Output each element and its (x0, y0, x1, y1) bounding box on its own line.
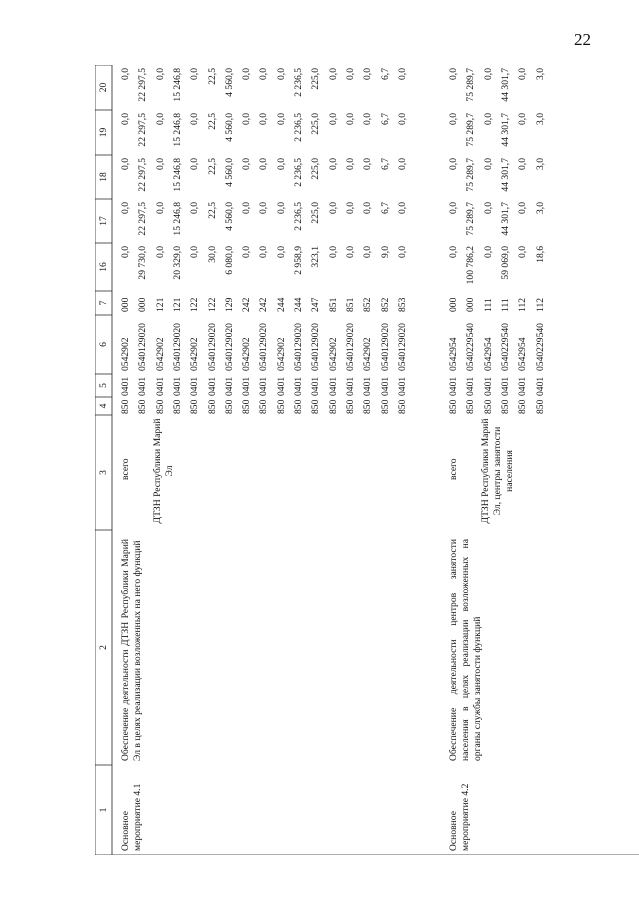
table-cell: 850 (517, 399, 529, 414)
table-cell-value: 15 246,8 (171, 113, 183, 147)
measure-name: Основное мероприятие 4.1 (120, 783, 143, 851)
table-cell: 0401 (310, 376, 322, 396)
table-cell: 121 (154, 297, 166, 312)
table-cell-value: 0,0 (344, 246, 356, 258)
column-header: 4 (98, 403, 109, 409)
table-cell: 000 (120, 297, 131, 312)
column-header: 5 (98, 383, 109, 388)
table-cell: 0540129020 (310, 323, 322, 371)
table-cell: 000 (137, 297, 149, 312)
table-cell: 850 (396, 399, 408, 414)
table-cell-value: 0,0 (189, 68, 201, 80)
table-cell-value: 0,0 (327, 68, 339, 80)
table-cell: 0401 (379, 376, 391, 396)
table-cell-value: 6,7 (379, 202, 391, 214)
table-cell-value: 30,0 (206, 246, 218, 263)
table-cell-value: 44 301,7 (499, 158, 511, 192)
table-cell-value: 29 730,0 (137, 246, 149, 280)
table-cell: 0401 (534, 376, 546, 396)
table-cell: 0542902 (120, 337, 131, 371)
table-cell-value: 225,0 (310, 202, 322, 224)
table-cell: 0540129020 (379, 323, 391, 371)
table-cell: 0401 (154, 376, 166, 396)
table-cell-value: 0,0 (120, 68, 131, 80)
label-total: всего (120, 458, 131, 480)
table-cell: 852 (379, 297, 391, 312)
table-cell-value: 0,0 (189, 158, 201, 170)
table-cell: 851 (344, 297, 356, 312)
table-cell-value: 0,0 (275, 158, 287, 170)
table-cell: 0401 (171, 376, 183, 396)
table-cell: 0542902 (275, 337, 287, 371)
table-cell-value: 0,0 (517, 68, 529, 80)
table-cell-value: 3,0 (534, 113, 546, 125)
table-cell: 121 (171, 297, 183, 312)
table-cell: 0542902 (189, 337, 201, 371)
table-cell: 0401 (362, 376, 374, 396)
table-cell-value: 0,0 (154, 202, 166, 214)
table-cell-value: 15 246,8 (171, 68, 183, 102)
table-cell: 852 (362, 297, 374, 312)
table-cell-value: 9,0 (379, 246, 391, 258)
table-cell: 0542902 (154, 337, 166, 371)
table-cell: 850 (206, 399, 218, 414)
table-cell: 0401 (258, 376, 270, 396)
table-cell-value: 2 236,5 (293, 68, 304, 97)
table-cell: 0542902 (362, 337, 374, 371)
table-cell-value: 0,0 (448, 68, 459, 80)
table-cell: 0542954 (482, 337, 494, 371)
table-cell: 0401 (517, 376, 529, 396)
table-cell: 0540229540 (465, 323, 477, 371)
table-cell: 122 (206, 297, 218, 312)
table-cell: 850 (344, 399, 356, 414)
table-cell-value: 0,0 (344, 68, 356, 80)
table-cell-value: 0,0 (258, 202, 270, 214)
table-cell: 000 (448, 297, 459, 312)
table-cell: 247 (310, 297, 322, 312)
table-cell-value: 0,0 (482, 68, 494, 80)
table-cell: 0540129020 (137, 323, 149, 371)
table-cell-value: 0,0 (362, 202, 374, 214)
table-cell-value: 0,0 (120, 246, 131, 258)
table-cell-value: 22 297,5 (137, 113, 149, 147)
table-cell-value: 6 080,0 (223, 246, 235, 275)
table-cell-value: 0,0 (396, 246, 408, 258)
table-cell: 122 (189, 297, 201, 312)
table-cell-value: 20 329,0 (171, 246, 183, 280)
table-cell-value: 22,5 (206, 113, 218, 130)
table-cell-value: 6,7 (379, 158, 391, 170)
table-cell-value: 75 289,7 (465, 202, 477, 236)
table-cell-value: 0,0 (448, 202, 459, 214)
table-cell-value: 0,0 (344, 113, 356, 125)
table-cell: 850 (137, 399, 149, 414)
table-cell: 0542902 (241, 337, 253, 371)
table-cell-value: 0,0 (154, 158, 166, 170)
table-cell-value: 0,0 (189, 246, 201, 258)
table-cell-value: 2 236,5 (293, 113, 304, 142)
table-cell-value: 22,5 (206, 158, 218, 175)
table-cell-value: 15 246,8 (171, 158, 183, 192)
table-cell-value: 0,0 (362, 68, 374, 80)
table-cell-value: 0,0 (241, 113, 253, 125)
table-cell: 244 (293, 297, 304, 312)
table-cell: 850 (154, 399, 166, 414)
table-cell: 850 (223, 399, 235, 414)
table-cell: 0542954 (517, 337, 529, 371)
table-cell-value: 0,0 (396, 68, 408, 80)
column-header: 18 (98, 172, 109, 182)
column-header: 2 (98, 645, 109, 650)
column-header: 7 (98, 300, 109, 306)
table-cell: 112 (517, 297, 529, 312)
table-cell-value: 0,0 (517, 113, 529, 125)
table-cell-value: 22 297,5 (137, 158, 149, 192)
table-cell-value: 0,0 (189, 202, 201, 214)
table-cell: 242 (241, 297, 253, 312)
table-cell: 129 (223, 297, 235, 312)
table-cell-value: 0,0 (275, 202, 287, 214)
table-cell-value: 0,0 (275, 113, 287, 125)
table-cell: 0401 (206, 376, 218, 396)
table-cell: 0540129020 (223, 323, 235, 371)
table-cell: 242 (258, 297, 270, 312)
column-header: 19 (98, 127, 109, 138)
table-cell: 0401 (465, 376, 477, 396)
table-cell-value: 0,0 (482, 113, 494, 125)
table-cell-value: 0,0 (120, 113, 131, 125)
table-cell: 850 (189, 399, 201, 414)
table-cell-value: 75 289,7 (465, 113, 477, 147)
table-cell-value: 0,0 (258, 158, 270, 170)
table-cell: 0401 (275, 376, 287, 396)
table-cell: 850 (465, 399, 477, 414)
table-cell-value: 75 289,7 (465, 68, 477, 102)
table-cell-value: 15 246,8 (171, 202, 183, 236)
table-cell: 0401 (137, 376, 149, 396)
table-cell-value: 0,0 (327, 113, 339, 125)
table-cell-value: 0,0 (362, 246, 374, 258)
column-header: 3 (98, 470, 109, 475)
table-cell: 850 (275, 399, 287, 414)
table-cell-value: 22 297,5 (137, 202, 149, 236)
table-cell-value: 6,7 (379, 68, 391, 80)
table-cell-value: 225,0 (310, 158, 322, 180)
table-cell-value: 225,0 (310, 113, 322, 135)
table-cell: 0540129020 (206, 323, 218, 371)
table-cell-value: 4 560,0 (223, 113, 235, 142)
table-cell-value: 3,0 (534, 68, 546, 80)
table-cell-value: 0,0 (344, 158, 356, 170)
table-cell-value: 0,0 (482, 246, 494, 258)
table-cell-value: 100 786,2 (465, 246, 477, 285)
column-header: 20 (98, 82, 109, 93)
table-cell: 850 (293, 399, 304, 414)
table-cell: 850 (499, 399, 511, 414)
table-cell: 0542902 (327, 337, 339, 371)
table-cell-value: 0,0 (154, 246, 166, 258)
table-cell: 850 (362, 399, 374, 414)
table-cell-value: 0,0 (482, 202, 494, 214)
table-cell: 850 (379, 399, 391, 414)
table-cell: 244 (275, 297, 287, 312)
table-cell-value: 0,0 (448, 158, 459, 170)
table-cell-value: 22,5 (206, 202, 218, 219)
table-cell-value: 44 301,7 (499, 202, 511, 236)
table-cell-value: 22 297,5 (137, 68, 149, 102)
table-cell: 0401 (499, 376, 511, 396)
table-cell-value: 2 236,5 (293, 158, 304, 187)
table-cell-value: 0,0 (482, 158, 494, 170)
label-total: всего (448, 458, 459, 480)
table-cell: 853 (396, 297, 408, 312)
table-cell: 0540229540 (499, 323, 511, 371)
table-cell-value: 0,0 (275, 246, 287, 258)
measure-name: Основное мероприятие 4.2 (448, 783, 471, 851)
table-cell-value: 0,0 (154, 113, 166, 125)
table-cell: 850 (482, 399, 494, 414)
table-cell-value: 0,0 (120, 202, 131, 214)
table-cell-value: 3,0 (534, 202, 546, 214)
table-cell-value: 4 560,0 (223, 158, 235, 187)
column-header: 16 (98, 262, 109, 272)
table-cell: 0540229540 (534, 323, 546, 371)
table-cell-value: 0,0 (258, 113, 270, 125)
table-cell-value: 0,0 (517, 158, 529, 170)
table-cell-value: 6,7 (379, 113, 391, 125)
table-cell-value: 0,0 (241, 158, 253, 170)
table-cell: 0401 (482, 376, 494, 396)
table-cell: 850 (171, 399, 183, 414)
table-cell: 850 (448, 399, 459, 414)
table-cell-value: 0,0 (275, 68, 287, 80)
table-cell-value: 0,0 (241, 246, 253, 258)
column-header: 17 (98, 216, 109, 226)
table-cell-value: 0,0 (327, 202, 339, 214)
table-cell: 0401 (293, 376, 304, 396)
table-cell: 0401 (223, 376, 235, 396)
table-cell-value: 3,0 (534, 158, 546, 170)
table-cell: 850 (534, 399, 546, 414)
table-cell: 111 (482, 298, 494, 312)
table-cell-value: 0,0 (362, 113, 374, 125)
table-cell: 850 (327, 399, 339, 414)
table-cell-value: 323,1 (310, 246, 322, 268)
table-cell-value: 2 958,9 (293, 246, 304, 275)
table-cell: 850 (120, 399, 131, 414)
rotated-table (95, 65, 639, 855)
table-cell-value: 0,0 (517, 246, 529, 258)
table-cell: 112 (534, 297, 546, 312)
table-cell-value: 0,0 (362, 158, 374, 170)
table-cell: 850 (241, 399, 253, 414)
table-cell: 0401 (344, 376, 356, 396)
table-cell: 851 (327, 297, 339, 312)
table-cell-value: 0,0 (344, 202, 356, 214)
label-executor: ДТЗН Республики Марий Эл (152, 418, 175, 524)
table-cell: 0540129020 (344, 323, 356, 371)
table-cell: 0401 (120, 376, 131, 396)
table-cell-value: 0,0 (396, 113, 408, 125)
table-cell: 0401 (448, 376, 459, 396)
table-cell-value: 0,0 (448, 113, 459, 125)
table-cell-value: 44 301,7 (499, 68, 511, 102)
table-cell: 0540129020 (258, 323, 270, 371)
table-cell: 850 (310, 399, 322, 414)
table-cell: 0540129020 (171, 323, 183, 371)
table-cell-value: 0,0 (327, 246, 339, 258)
column-header: 6 (98, 342, 109, 347)
table-cell-value: 0,0 (327, 158, 339, 170)
label-executor: ДТЗН Республики Марий Эл, центры занятости населения (480, 418, 515, 524)
table-cell-value: 0,0 (517, 202, 529, 214)
table-cell-value: 44 301,7 (499, 113, 511, 147)
table-cell: 0540129020 (396, 323, 408, 371)
table-cell-value: 59 069,0 (499, 246, 511, 280)
table-cell: 000 (465, 297, 477, 312)
table-cell-value: 18,6 (534, 246, 546, 263)
table-cell-value: 22,5 (206, 68, 218, 85)
table-cell-value: 2 236,5 (293, 202, 304, 231)
table-cell: 0401 (327, 376, 339, 396)
table-cell-value: 0,0 (448, 246, 459, 258)
table-cell-value: 0,0 (120, 158, 131, 170)
table-cell: 111 (499, 298, 511, 312)
table-cell-value: 0,0 (241, 202, 253, 214)
table-cell-value: 0,0 (258, 246, 270, 258)
table-cell-value: 0,0 (189, 113, 201, 125)
measure-description: Обеспечение деятельности ДТЗН Республики Марий Эл в целях реализации возложенных на него функций (120, 539, 143, 761)
table-cell-value: 75 289,7 (465, 158, 477, 192)
table-cell: 0540129020 (293, 323, 304, 371)
table-cell: 0401 (396, 376, 408, 396)
table-cell-value: 0,0 (154, 68, 166, 80)
column-header: 1 (98, 807, 109, 813)
table-cell-value: 0,0 (396, 158, 408, 170)
table-cell-value: 225,0 (310, 68, 322, 90)
table-cell-value: 4 560,0 (223, 68, 235, 97)
measure-description: Обеспечение деятельности центров занятости населения в целях реализации возложенных на органы службы занятости функций (448, 539, 483, 761)
table-cell-value: 0,0 (241, 68, 253, 80)
table-cell: 0401 (241, 376, 253, 396)
page-number: 22 (574, 30, 591, 49)
table-cell-value: 0,0 (258, 68, 270, 80)
table-cell-value: 0,0 (396, 202, 408, 214)
table-cell-value: 4 560,0 (223, 202, 235, 231)
table-cell: 850 (258, 399, 270, 414)
table-cell: 0401 (189, 376, 201, 396)
table-cell: 0542954 (448, 337, 459, 371)
